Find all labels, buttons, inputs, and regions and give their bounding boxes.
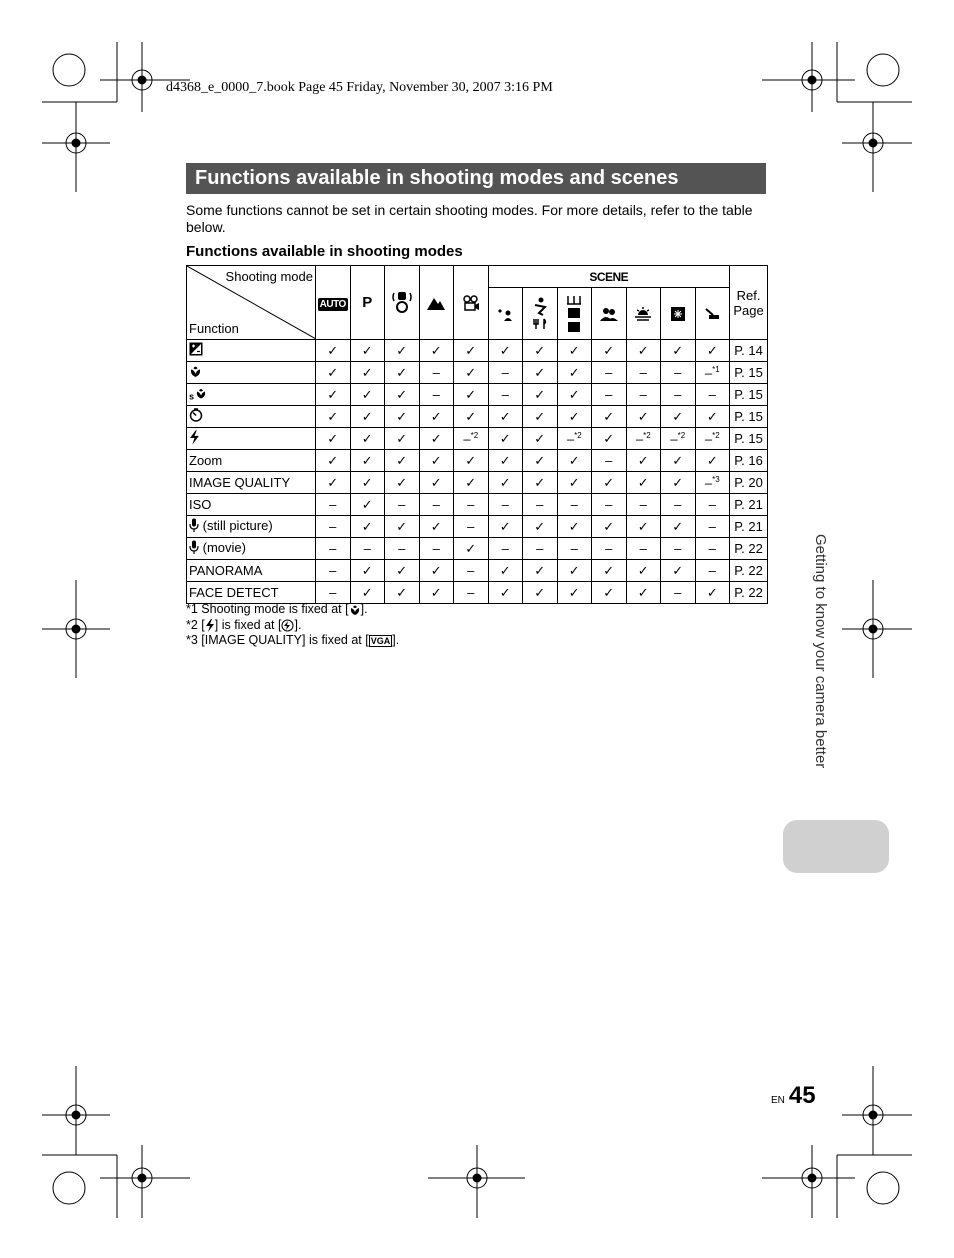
availability-cell: – xyxy=(454,560,489,582)
availability-cell: – xyxy=(316,494,351,516)
availability-cell: ✓ xyxy=(385,582,420,604)
portrait-icon xyxy=(600,307,618,321)
footnote-ref: *1 xyxy=(712,364,720,374)
availability-cell: –$^{*1}$ xyxy=(695,362,730,384)
function-cell xyxy=(187,428,316,450)
availability-cell: ✓ xyxy=(695,340,730,362)
shooting-mode-label: Shooting mode xyxy=(225,269,313,284)
availability-cell: – xyxy=(454,582,489,604)
function-name: FACE DETECT xyxy=(189,585,279,600)
availability-cell: – xyxy=(592,494,627,516)
availability-cell: – xyxy=(419,362,454,384)
scene-night-portrait-header xyxy=(488,288,523,340)
availability-cell: – xyxy=(419,384,454,406)
availability-cell: ✓ xyxy=(385,472,420,494)
availability-cell: ✓ xyxy=(350,582,385,604)
availability-cell: ✓ xyxy=(350,472,385,494)
availability-cell: ✓ xyxy=(454,340,489,362)
table-row xyxy=(187,406,768,428)
self-timer-icon xyxy=(189,408,203,425)
page-number xyxy=(771,1082,816,1110)
thumb-tab xyxy=(783,820,889,873)
table-row xyxy=(187,384,768,406)
indoor-document-icon xyxy=(565,294,583,334)
availability-cell: ✓ xyxy=(557,362,592,384)
language-code: EN xyxy=(771,1095,785,1106)
table-heading: Functions available in shooting modes xyxy=(186,243,463,260)
mode-stabilization-header xyxy=(385,266,420,340)
availability-cell: ✓ xyxy=(419,428,454,450)
availability-cell: ✓ xyxy=(523,384,558,406)
scene-sport-party-header xyxy=(523,288,558,340)
ref-page-header: Ref. Page xyxy=(730,266,768,340)
availability-cell: ✓ xyxy=(316,428,351,450)
function-cell xyxy=(187,362,316,384)
ref-page-cell: P. 14 xyxy=(730,340,768,362)
availability-cell: ✓ xyxy=(488,340,523,362)
footnote-ref: *2 xyxy=(677,430,686,440)
table-row xyxy=(187,362,768,384)
availability-cell: ✓ xyxy=(454,450,489,472)
availability-cell: ✓ xyxy=(454,472,489,494)
availability-cell: – xyxy=(695,516,730,538)
availability-cell: ✓ xyxy=(592,582,627,604)
availability-cell: ✓ xyxy=(695,582,730,604)
availability-cell: – xyxy=(557,494,592,516)
availability-cell: – xyxy=(695,538,730,560)
availability-cell: ✓ xyxy=(626,560,661,582)
footnote-1: *1 Shooting mode is fixed at [ ]. xyxy=(186,602,368,616)
availability-cell: ✓ xyxy=(316,450,351,472)
footnote-ref: *2 xyxy=(712,430,720,440)
availability-cell: ✓ xyxy=(350,428,385,450)
function-name: IMAGE QUALITY xyxy=(189,475,291,490)
availability-cell: ✓ xyxy=(316,340,351,362)
availability-cell: ✓ xyxy=(661,560,696,582)
mode-movie-header xyxy=(454,266,489,340)
availability-cell: – xyxy=(661,362,696,384)
function-cell xyxy=(187,406,316,428)
function-cell xyxy=(187,450,316,472)
availability-cell: ✓ xyxy=(488,406,523,428)
availability-cell: ✓ xyxy=(592,406,627,428)
availability-cell: ✓ xyxy=(523,406,558,428)
function-cell xyxy=(187,494,316,516)
exposure-compensation-icon xyxy=(189,342,203,359)
availability-cell: – xyxy=(626,362,661,384)
footnote-2: *2 [ ] is fixed at [ ]. xyxy=(186,617,302,632)
availability-cell: ✓ xyxy=(419,340,454,362)
flash-icon xyxy=(189,430,200,448)
super-macro-icon xyxy=(189,387,207,403)
macro-icon xyxy=(189,365,202,381)
microphone-icon xyxy=(189,540,199,557)
availability-cell: – xyxy=(488,494,523,516)
availability-cell: – xyxy=(626,384,661,406)
function-label: Function xyxy=(189,321,239,336)
availability-cell: ✓ xyxy=(385,450,420,472)
book-header-info: d4368_e_0000_7.book Page 45 Friday, November 30, 2007 3:16 PM xyxy=(166,80,553,95)
table-row xyxy=(187,494,768,516)
availability-cell: ✓ xyxy=(419,406,454,428)
availability-cell: ✓ xyxy=(488,516,523,538)
chapter-sidebar-text: Getting to know your camera better xyxy=(812,534,829,769)
flash-off-icon xyxy=(281,619,294,632)
auto-icon: AUTO xyxy=(319,298,346,310)
ref-page-cell: P. 15 xyxy=(730,362,768,384)
availability-cell: ✓ xyxy=(419,472,454,494)
availability-cell: ✓ xyxy=(488,450,523,472)
availability-cell: ✓ xyxy=(316,472,351,494)
availability-cell: – xyxy=(695,384,730,406)
availability-cell: ✓ xyxy=(592,516,627,538)
availability-cell: – xyxy=(557,538,592,560)
scene-portrait-header xyxy=(592,288,627,340)
availability-cell: ✓ xyxy=(419,516,454,538)
availability-cell: ✓ xyxy=(454,384,489,406)
function-name: PANORAMA xyxy=(189,563,263,578)
availability-cell: ✓ xyxy=(523,428,558,450)
availability-cell: – xyxy=(454,494,489,516)
availability-cell: – xyxy=(316,582,351,604)
footnote-ref: *3 xyxy=(712,474,720,484)
availability-cell: – xyxy=(523,538,558,560)
availability-cell: –$^{*2}$ xyxy=(454,428,489,450)
table-row xyxy=(187,538,768,560)
availability-cell: ✓ xyxy=(350,560,385,582)
function-cell xyxy=(187,340,316,362)
availability-cell: – xyxy=(626,494,661,516)
availability-cell: – xyxy=(419,538,454,560)
table-row xyxy=(187,340,768,362)
availability-cell: – xyxy=(385,538,420,560)
intro-paragraph: Some functions cannot be set in certain shooting modes. For more details, refer to the table below. xyxy=(186,202,753,235)
night-portrait-icon xyxy=(496,307,514,321)
availability-cell: – xyxy=(316,538,351,560)
availability-cell: ✓ xyxy=(316,406,351,428)
availability-cell: ✓ xyxy=(316,384,351,406)
availability-cell: ✓ xyxy=(419,582,454,604)
availability-cell: ✓ xyxy=(385,362,420,384)
function-cell xyxy=(187,538,316,560)
functions-table xyxy=(186,265,768,604)
image-stabilization-icon xyxy=(392,290,412,316)
ref-page-cell: P. 20 xyxy=(730,472,768,494)
availability-cell: ✓ xyxy=(557,472,592,494)
section-title: Functions available in shooting modes and scenes xyxy=(186,163,766,194)
availability-cell: ✓ xyxy=(557,582,592,604)
sunset-icon xyxy=(634,306,652,322)
function-cell xyxy=(187,560,316,582)
footnote-ref: *2 xyxy=(574,430,582,440)
availability-cell: – xyxy=(592,538,627,560)
function-cell xyxy=(187,582,316,604)
availability-cell: ✓ xyxy=(592,340,627,362)
availability-cell: – xyxy=(488,384,523,406)
availability-cell: –$^{*2}$ xyxy=(695,428,730,450)
availability-cell: ✓ xyxy=(695,406,730,428)
availability-cell: ✓ xyxy=(350,450,385,472)
footnote-ref: *2 xyxy=(643,430,651,440)
svg-text:s: s xyxy=(189,391,195,400)
availability-cell: ✓ xyxy=(557,384,592,406)
scene-fireworks-header xyxy=(661,288,696,340)
availability-cell: ✓ xyxy=(454,362,489,384)
availability-cell: ✓ xyxy=(488,472,523,494)
availability-cell: – xyxy=(523,494,558,516)
availability-cell: ✓ xyxy=(557,450,592,472)
ref-page-cell: P. 16 xyxy=(730,450,768,472)
table-row xyxy=(187,516,768,538)
function-name: (movie) xyxy=(199,539,246,555)
ref-page-cell: P. 22 xyxy=(730,582,768,604)
availability-cell: ✓ xyxy=(385,340,420,362)
availability-cell: ✓ xyxy=(557,516,592,538)
flash-icon xyxy=(205,619,215,632)
availability-cell: – xyxy=(626,538,661,560)
availability-cell: – xyxy=(661,384,696,406)
scene-indoor-document-header xyxy=(557,288,592,340)
availability-cell: – xyxy=(316,516,351,538)
fireworks-icon xyxy=(670,306,686,322)
beach-snow-icon xyxy=(703,307,721,321)
microphone-icon xyxy=(189,518,199,535)
mode-p-header xyxy=(350,266,385,340)
availability-cell: ✓ xyxy=(557,340,592,362)
ref-page-cell: P. 21 xyxy=(730,494,768,516)
availability-cell: ✓ xyxy=(488,428,523,450)
availability-cell: – xyxy=(661,494,696,516)
mode-auto-header xyxy=(316,266,351,340)
availability-cell: ✓ xyxy=(523,516,558,538)
availability-cell: ✓ xyxy=(661,406,696,428)
availability-cell: ✓ xyxy=(350,384,385,406)
availability-cell: ✓ xyxy=(385,406,420,428)
availability-cell: –$^{*2}$ xyxy=(557,428,592,450)
availability-cell: ✓ xyxy=(523,560,558,582)
ref-page-cell: P. 21 xyxy=(730,516,768,538)
function-cell xyxy=(187,516,316,538)
ref-page-cell: P. 15 xyxy=(730,406,768,428)
function-cell xyxy=(187,384,316,406)
sport-party-icon xyxy=(531,297,549,331)
availability-cell: ✓ xyxy=(488,560,523,582)
availability-cell: – xyxy=(661,538,696,560)
availability-cell: – xyxy=(350,538,385,560)
availability-cell: ✓ xyxy=(523,582,558,604)
availability-cell: ✓ xyxy=(385,428,420,450)
availability-cell: ✓ xyxy=(626,472,661,494)
corner-cell xyxy=(187,266,316,340)
movie-icon xyxy=(462,295,480,311)
vga-icon: VGA xyxy=(370,636,391,646)
availability-cell: – xyxy=(454,516,489,538)
availability-cell: ✓ xyxy=(626,516,661,538)
table-row xyxy=(187,560,768,582)
page-number-value: 45 xyxy=(788,1082,816,1109)
availability-cell: ✓ xyxy=(557,406,592,428)
availability-cell: ✓ xyxy=(626,340,661,362)
function-cell xyxy=(187,472,316,494)
ref-page-cell: P. 15 xyxy=(730,384,768,406)
availability-cell: ✓ xyxy=(454,538,489,560)
footnote-3: *3 [IMAGE QUALITY] is fixed at [ VGA ]. xyxy=(186,633,400,647)
availability-cell: ✓ xyxy=(419,450,454,472)
availability-cell: ✓ xyxy=(385,516,420,538)
availability-cell: ✓ xyxy=(626,582,661,604)
ref-page-cell: P. 22 xyxy=(730,560,768,582)
availability-cell: ✓ xyxy=(385,384,420,406)
availability-cell: – xyxy=(661,582,696,604)
availability-cell: –$^{*2}$ xyxy=(661,428,696,450)
scene-sunset-header xyxy=(626,288,661,340)
availability-cell: ✓ xyxy=(523,340,558,362)
table-row xyxy=(187,472,768,494)
availability-cell: ✓ xyxy=(454,406,489,428)
mode-landscape-header xyxy=(419,266,454,340)
availability-cell: –$^{*3}$ xyxy=(695,472,730,494)
table-row xyxy=(187,582,768,604)
table-row xyxy=(187,428,768,450)
availability-cell: ✓ xyxy=(350,406,385,428)
availability-cell: – xyxy=(419,494,454,516)
scene-header: SCENE xyxy=(488,266,730,288)
macro-icon xyxy=(349,604,361,616)
availability-cell: –$^{*2}$ xyxy=(626,428,661,450)
availability-cell: ✓ xyxy=(488,582,523,604)
availability-cell: ✓ xyxy=(523,472,558,494)
availability-cell: ✓ xyxy=(350,362,385,384)
availability-cell: ✓ xyxy=(419,560,454,582)
availability-cell: ✓ xyxy=(592,560,627,582)
function-name: Zoom xyxy=(189,453,223,468)
availability-cell: – xyxy=(316,560,351,582)
availability-cell: – xyxy=(695,494,730,516)
availability-cell: ✓ xyxy=(626,406,661,428)
scene-beach-snow-header xyxy=(695,288,730,340)
function-name: (still picture) xyxy=(199,517,273,533)
availability-cell: ✓ xyxy=(626,450,661,472)
availability-cell: ✓ xyxy=(385,560,420,582)
availability-cell: ✓ xyxy=(350,340,385,362)
availability-cell: ✓ xyxy=(350,516,385,538)
availability-cell: – xyxy=(488,362,523,384)
program-icon: P xyxy=(362,294,373,311)
landscape-icon xyxy=(427,296,445,310)
ref-page-cell: P. 15 xyxy=(730,428,768,450)
footnotes xyxy=(186,602,399,650)
availability-cell: – xyxy=(592,362,627,384)
availability-cell: ✓ xyxy=(350,494,385,516)
availability-cell: ✓ xyxy=(695,450,730,472)
function-name: ISO xyxy=(189,497,212,512)
table-row xyxy=(187,450,768,472)
availability-cell: ✓ xyxy=(592,472,627,494)
availability-cell: ✓ xyxy=(523,450,558,472)
availability-cell: – xyxy=(592,450,627,472)
availability-cell: ✓ xyxy=(661,472,696,494)
availability-cell: ✓ xyxy=(661,516,696,538)
availability-cell: – xyxy=(385,494,420,516)
availability-cell: – xyxy=(695,560,730,582)
availability-cell: ✓ xyxy=(523,362,558,384)
availability-cell: ✓ xyxy=(592,428,627,450)
availability-cell: – xyxy=(592,384,627,406)
availability-cell: – xyxy=(488,538,523,560)
availability-cell: ✓ xyxy=(316,362,351,384)
availability-cell: ✓ xyxy=(661,450,696,472)
footnote-ref: *2 xyxy=(470,430,479,440)
availability-cell: ✓ xyxy=(557,560,592,582)
ref-page-cell: P. 22 xyxy=(730,538,768,560)
availability-cell: ✓ xyxy=(661,340,696,362)
